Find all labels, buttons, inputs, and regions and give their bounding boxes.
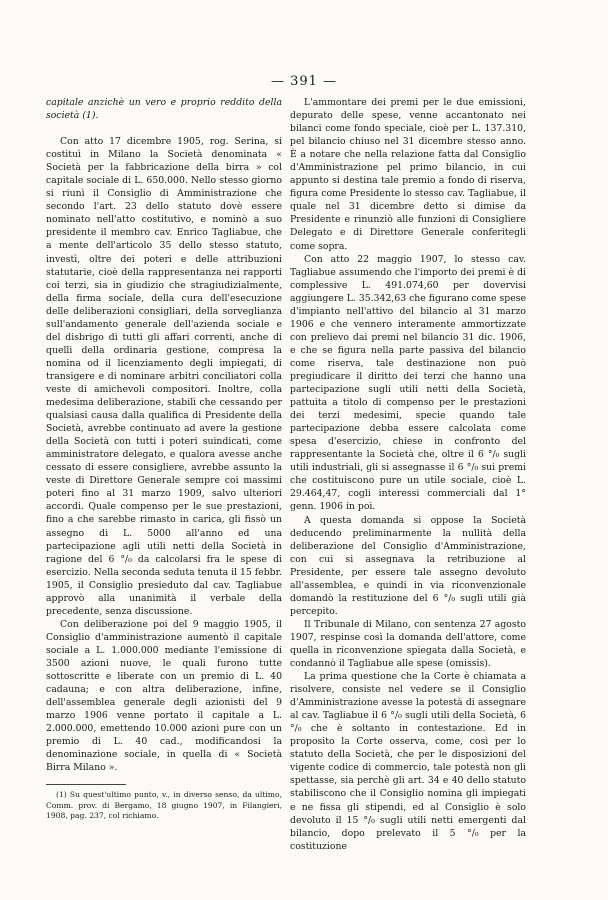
right-paragraph-3: A questa domanda si oppose la Società deducendo preliminarmente la nullità della deliberazione del Consiglio d'Amministrazione, con cui si assegnava la retribuzione al Presidente, per essere tale assegno devoluto all'assemblea, e quindi in via riconvenzionale domandò la restituzione del 6 °/₀ sugli utili già percepito. xyxy=(290,514,526,617)
footnote xyxy=(46,790,282,822)
right-column xyxy=(290,96,526,853)
right-paragraph-4: Il Tribunale di Milano, con sentenza 27 agosto 1907, respinse così la domanda dell'attore, come quella in riconvenzione spiegata dalla Società, e condannò il Tagliabue alle spese (omissis). xyxy=(290,618,526,670)
left-paragraph-3: Con deliberazione poi del 9 maggio 1905, il Consiglio d'amministrazione aumentò il capitale sociale a L. 1.000.000 mediante l'emissione di 3500 azioni nuove, le quali furono tutte sottoscritte e liberate con un premio di L. 40 cadauna; e con altra deliberazione, infine, dell'assemblea generale degli azionisti del 9 marzo 1906 venne portato il capitale a L. 2.000.000, emettendo 10.000 azioni pure con un premio di L. 40 cad., modificandosi la denominazione sociale, in quella di « Società Birra Milano ». xyxy=(46,618,282,774)
right-paragraph-1: L'ammontare dei premi per le due emissioni, depurato delle spese, venne accantonato nei bilanci come fondo speciale, cioè per L. 137.310, pel bilancio chiuso nel 31 dicembre stesso anno. È a notare che nella relazione fatta dal Consiglio d'Amministrazione pel primo bilancio, in cui appunto si destina tale premio a fondo di riserva, figura come Presidente lo stesso cav. Tagliabue, il quale nel 31 dicembre detto si dimise da Presidente e rinunziò alle funzioni di Consigliere Delegato e di Direttore Generale conferitegli come sopra. xyxy=(290,97,526,252)
right-paragraph-2: Con atto 22 maggio 1907, lo stesso cav. Tagliabue assumendo che l'importo dei premi è di complessive L. 491.074,60 per dovervisi aggiungere L. 35.342,63 che figurano come spese d'impianto nell'attivo del bilancio al 31 marzo 1906 e che vennero interamente ammortizzate con prelievo dai premi nel bilancio 31 dic. 1906, e che se figura nella parte passiva del bilancio come riserva, tale destinazione non può pregiudicare il diritto dei terzi che hanno una partecipazione sugli utili netti della Società, pattuita a titolo di compenso per le prestazioni dei terzi medesimi, specie quando tale partecipazione debba essere calcolata come spesa d'esercizio, chiese in confronto del rappresentante la Società che, oltre il 6 °/₀ sugli utili industriali, gli si assegnasse il 6 °/₀ sui premi che costituiscono pure un utile sociale, cioè L. 29.464,47, cogli interessi commerciali dal 1° genn. 1906 in poi. xyxy=(290,253,526,513)
left-paragraph-2: Con atto 17 dicembre 1905, rog. Serina, si costituì in Milano la Società denominata « Società per la fabbricazione della birra » col capitale sociale di L. 650.000. Nello stesso giorno si riunì il Consiglio di Amministrazione che secondo l'art. 23 dello statuto dovè essere nominato nell'atto costitutivo, e nominò a suo presidente il membro cav. Enrico Tagliabue, che a mente dell'articolo 35 dello stesso statuto, investì, oltre dei poteri e delle attribuzioni statutarie, cioè della rappresentanza nei rapporti coi terzi, sia in giudizio che stragiudizialmente, della firma sociale, della cura dell'esecuzione delle deliberazioni consigliari, della sorveglianza sull'andamento generale dell'azienda sociale e del disbrigo di tutti gli affari correnti, anche di quelli della ordinaria gestione, compresa la nomina od il licenziamento degli impiegati, di transigere e di nominare arbitri conciliatori colla veste di amichevoli compositori. Inoltre, colla medesima deliberazione, stabilì che cessando per qualsiasi causa dalla qualifica di Presidente della Società, avrebbe continuato ad avere la gestione della Società con tutti i poteri suindicati, come amministratore delegato, e qualora avesse anche cessato di essere consigliere, avrebbe assunto la veste di Direttore Generale sempre coi massimi poteri fino al 31 marzo 1909, salvo ulteriori accordi. Quale compenso per le sue prestazioni, fino a che sarebbe rimasto in carica, gli fissò un assegno di L. 5000 all'anno ed una partecipazione agli utili netti della Società in ragione del 6 °/₀ da calcolarsi fra le spese di esercizio. Nella seconda seduta tenuta il 15 febbr. 1905, il Consiglio presieduto dal cav. Tagliabue approvò alla unanimità il verbale della precedente, senza discussione. xyxy=(46,136,283,617)
footnote-divider xyxy=(46,784,126,785)
right-paragraph-5: La prima questione che la Corte è chiamata a risolvere, consiste nel vedere se il Consiglio d'Amministrazione avesse la potestà di assegnare al cav. Tagliabue il 6 °/₀ sugli utili della Società, 6 °/₀ che è soltanto in contestazione. Ed in proposito la Corte osserva, come, così per lo statuto della Società, che per le disposizioni del vigente codice di commercio, tale potestà non gli spettasse, sia perchè gli art. 34 e 40 dello statuto stabiliscono che il Consiglio nomina gli impiegati e ne fissa gli stipendi, ed al Consiglio è solo devoluto il 15 °/₀ sugli utili netti emergenti dal bilancio, dopo prelevato il 5 °/₀ per la costituzione xyxy=(290,671,526,852)
page-number: — 391 — xyxy=(270,74,338,89)
footnote-text: (1) Su quest'ultimo punto, v., in diverso senso, da ultimo, Comm. prov. di Bergamo, 18 giugno 1907, in Filangieri, 1908, pag. 237, col richiamo. xyxy=(46,790,282,821)
left-paragraph-1: capitale anzichè un vero e proprio reddito della società (1). xyxy=(46,97,282,122)
left-column xyxy=(46,96,282,774)
